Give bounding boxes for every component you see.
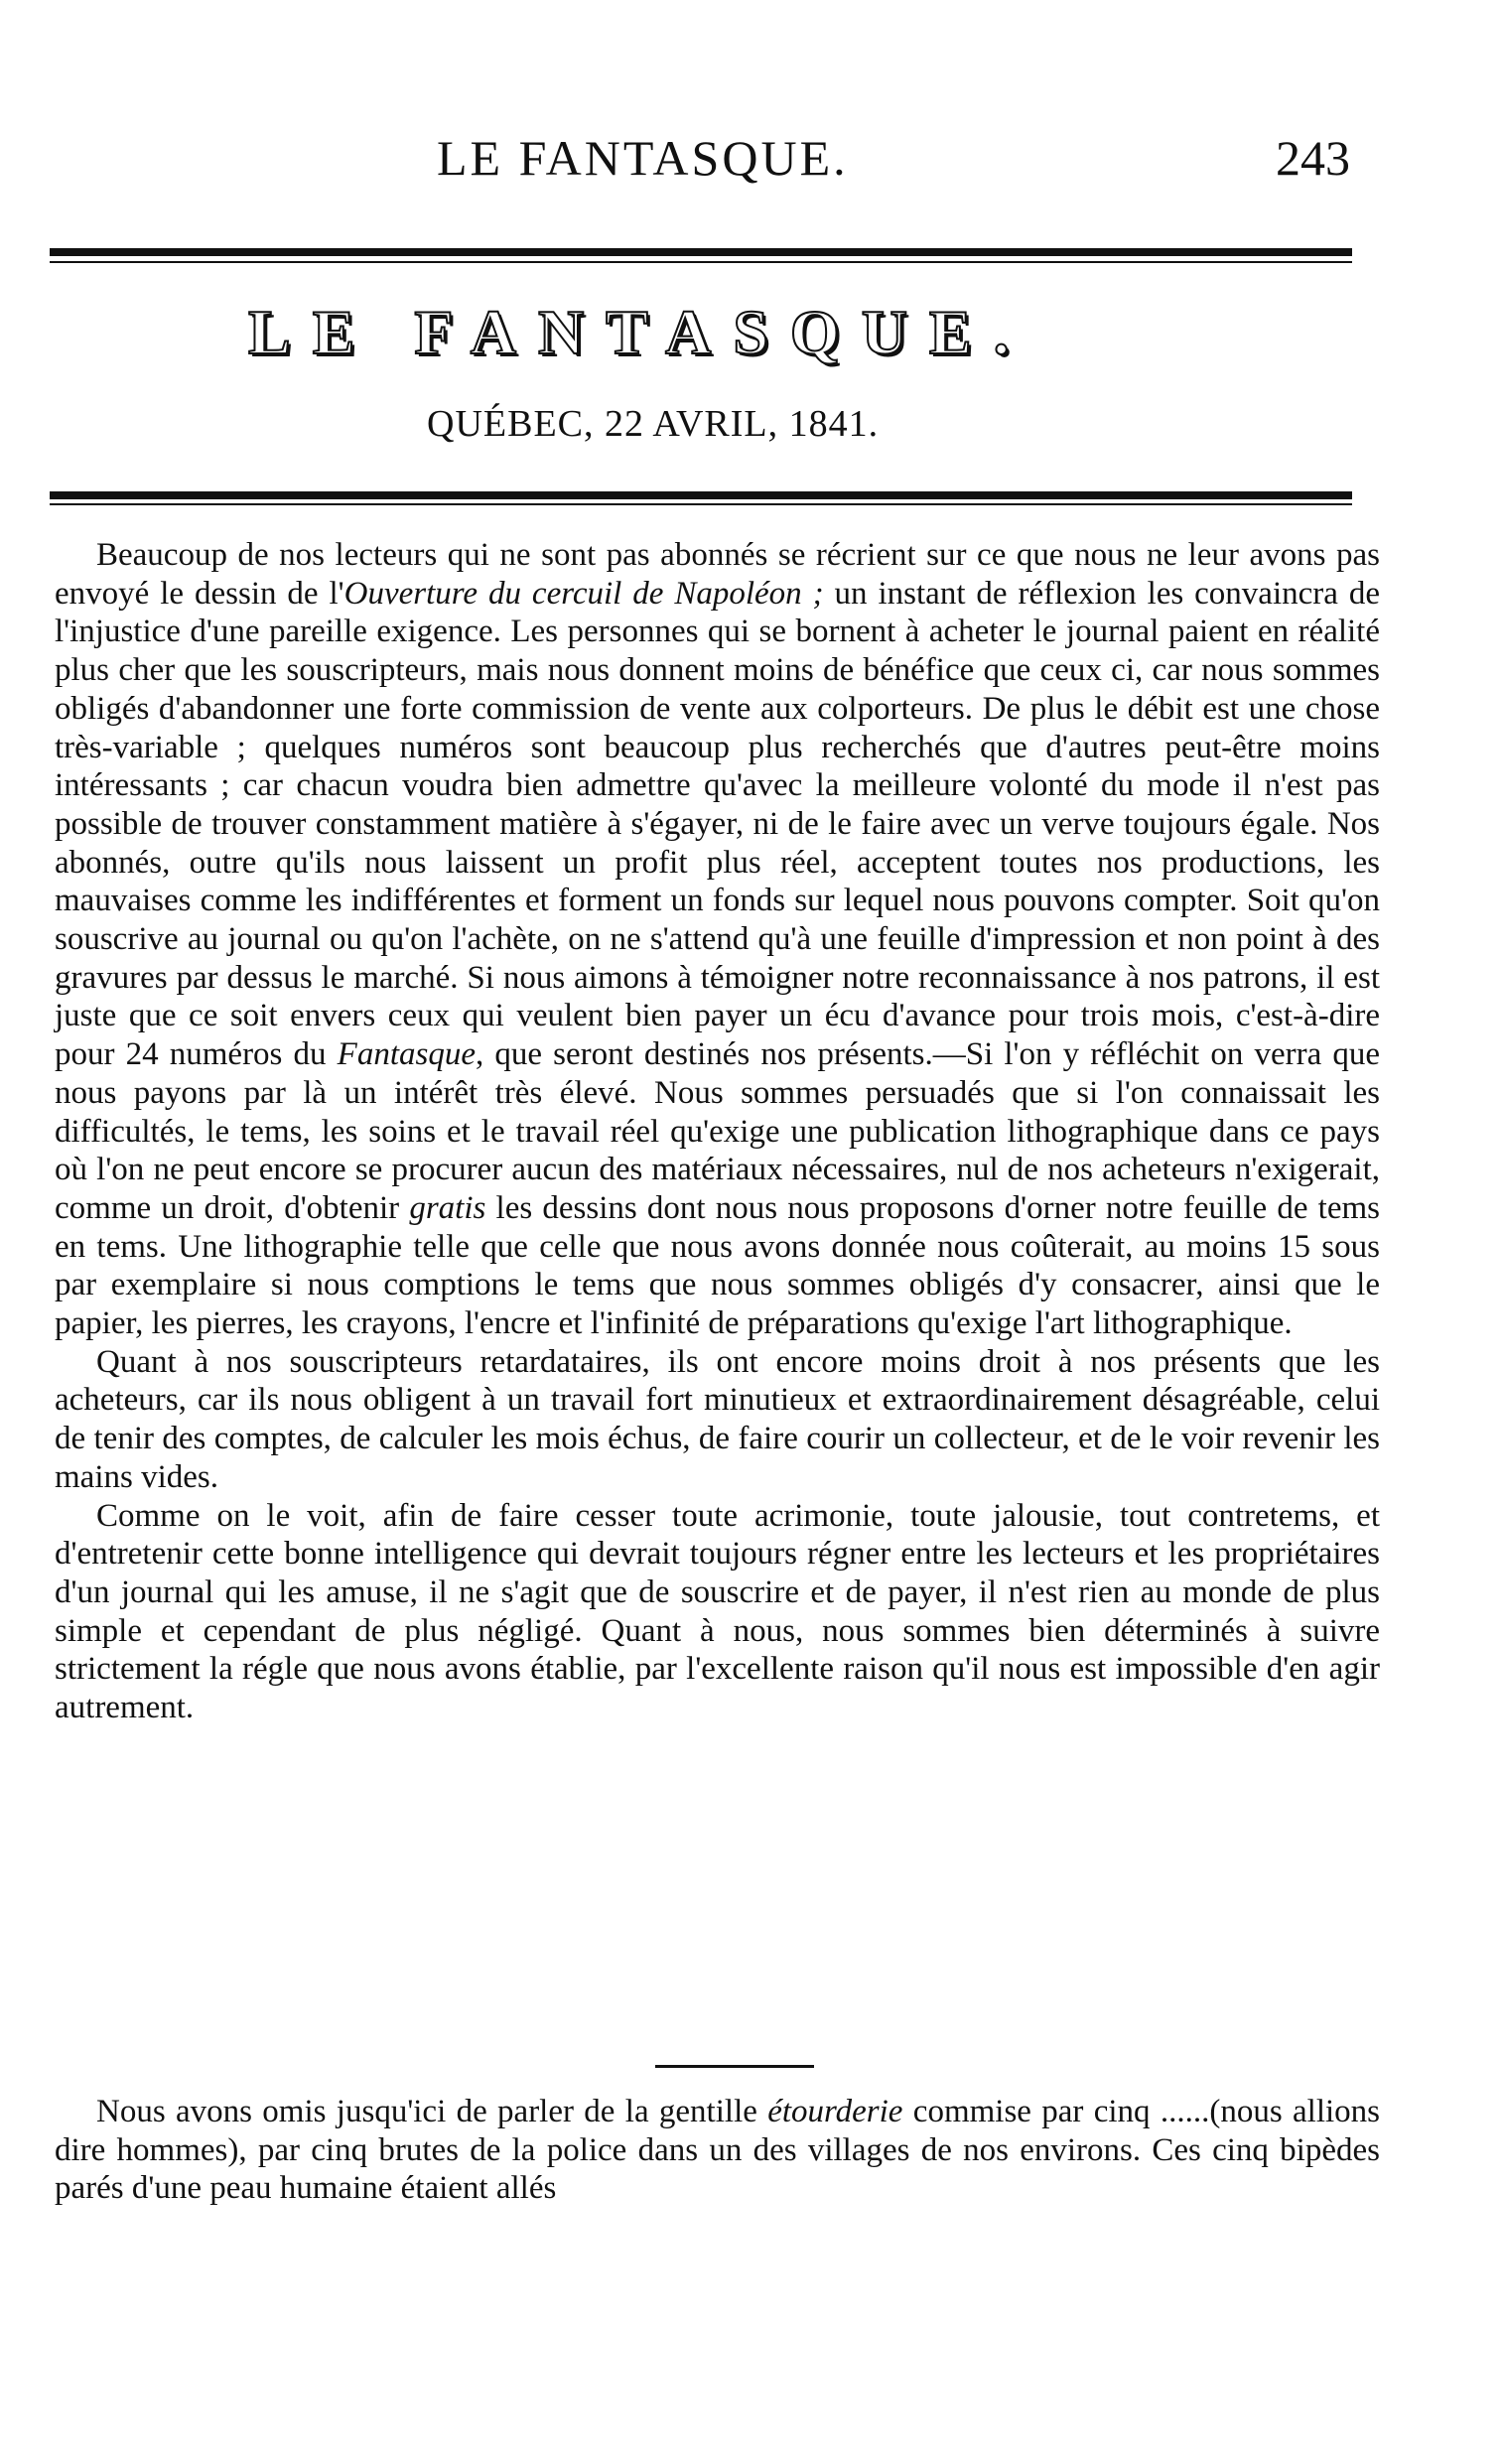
paragraph-text: les dessins dont nous nous proposons d'orner notre feuille de tems en tems. Une lithographie telle que celle que nous avons donnée nous coûterait, au moins 15 sous par exemplaire si nous comptions le tems que nous sommes obligés d'y consacrer, ainsi que le papier, les pierres, les crayons, l'encre et l'infinité de préparations qu'exige l'art lithographique. [55,1189,1380,1342]
page-number: 243 [1276,130,1350,186]
paragraph-2 [55,1343,1380,1497]
italic-word: étourderie [767,2094,903,2129]
article-body [55,536,1380,1727]
masthead-title: LE FANTASQUE. [248,297,1031,367]
paragraph-text: commise par cinq ......(nous allions dire hommes), par cinq brutes de la police dans un des villages de nos environs. Ces cinq bipèdes parés d'une peau humaine étaient allés [55,2094,1381,2207]
paragraph-1 [55,536,1380,1343]
paragraph-3 [55,1497,1380,1727]
dateline: QUÉBEC, 22 AVRIL, 1841. [427,403,880,445]
paragraph-text: Beaucoup de nos lecteurs qui ne sont pas abonnés se récrient sur ce que nous ne leur avons pas envoyé le dessin de l' [55,537,1380,612]
running-title: LE FANTASQUE. [437,130,849,186]
italic-word: gratis [409,1189,486,1226]
masthead-rule-thick [50,491,1352,499]
paragraph-text: un instant de réflexion les convaincra de l'injustice d'une pareille exigence. Les personnes qui se bornent à acheter le journal paient en réalité plus cher que les souscripteurs, mais nous donnent moins de bénéfice que ceux ci, car nous sommes obligés d'abandonner une forte commission de vente aux colporteurs. De plus le débit est une chose très-variable ; quelques numéros sont beaucoup plus recherchés que d'autres peut-être moins intéressants ; car chacun voudra bien admettre qu'avec la meilleure volonté du mode il n'est pas possible de trouver constamment matière à s'égayer, ni de le faire avec un verve toujours égale. Nos abonnés, outre qu'ils nous laissent un profit plus réel, acceptent toutes nos productions, les mauvaises comme les indifférentes et forment un fonds sur lequel nous pouvons compter. Soit qu'on souscrive au journal ou qu'on l'achète, on ne s'attend qu'à une feuille d'impression et non point à des gravures par dessus le marché. Si nous aimons à témoigner notre reconnaissance à nos patrons, il est juste que ce soit envers ceux qui veulent bien payer un écu d'avance pour trois mois, c'est-à-dire pour 24 numéros du [55,575,1380,1073]
paragraph-text: Quant à nos souscripteurs retardataires, ils ont encore moins droit à nos présents que les acheteurs, car ils nous obligent à un travail fort minutieux et extraordinairement désagréable, celui de tenir des comptes, de calculer les mois échus, de faire courir un collecteur, et de le voir revenir les mains vides. [55,1343,1380,1495]
paragraph-text: Comme on le voit, afin de faire cesser toute acrimonie, toute jalousie, tout contretems, et d'entretenir cette bonne intelligence qui devrait toujours régner entre les lecteurs et les propriétaires d'un journal qui les amuse, il ne s'agit que de souscrire et de payer, il n'est rien au monde de plus simple et cependant de plus négligé. Quant à nous, nous sommes bien déterminés à suivre strictement la régle que nous avons établie, par l'excellente raison qu'il nous est impossible d'en agir autrement. [55,1497,1380,1726]
italic-title: Ouverture du cercuil de Napoléon ; [343,575,824,612]
masthead-rule-thin [50,503,1352,505]
section-separator [655,2065,814,2068]
top-rule-thin [50,261,1352,263]
second-article [55,2093,1380,2208]
top-rule-thick [50,248,1352,256]
running-head [0,119,1504,189]
paragraph-text: Nous avons omis jusqu'ici de parler de la gentille [96,2094,768,2129]
italic-title: Fantasque [337,1036,476,1073]
paragraph-4 [55,2093,1380,2208]
paragraph-text: , que seront destinés nos présents.—Si l'on y réfléchit on verra que nous payons par là un intérêt très élevé. Nous sommes persuadés que si l'on connaissait les difficultés, le tems, les soins et le travail réel qu'exige une publication lithographique dans ce pays où l'on ne peut encore se procurer aucun des matériaux nécessaires, nul de nos acheteurs n'exigerait, comme un droit, d'obtenir [55,1036,1381,1226]
